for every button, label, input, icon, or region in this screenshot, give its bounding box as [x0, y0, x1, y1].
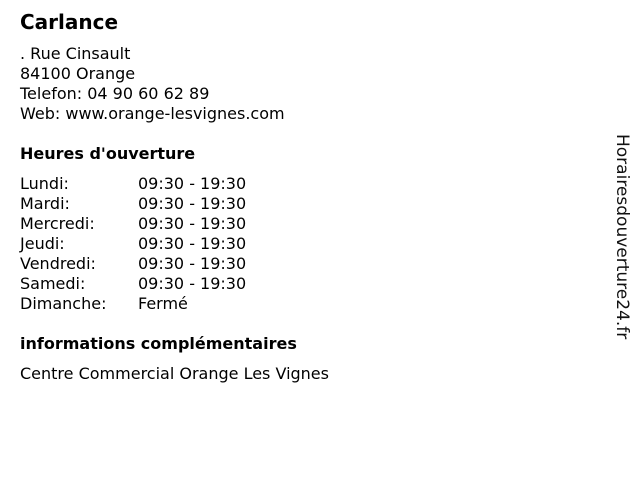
day-label: Mercredi:: [20, 214, 95, 233]
address-block: [20, 44, 285, 124]
hours-row-tuesday: [20, 194, 246, 214]
hours-row-thursday: [20, 234, 246, 254]
hours-row-monday: [20, 174, 246, 194]
site-watermark: Horairesdouverture24.fr: [612, 134, 632, 340]
opening-hours-table: [20, 174, 246, 314]
city-postcode: 84100 Orange: [20, 64, 136, 83]
hours-row-wednesday: [20, 214, 246, 234]
day-label: Samedi:: [20, 274, 86, 293]
additional-info-heading: informations complémentaires: [20, 334, 297, 353]
day-label: Dimanche:: [20, 294, 107, 313]
hours-row-sunday: [20, 294, 246, 314]
phone-number: Telefon: 04 90 60 62 89: [20, 84, 210, 103]
time-value: 09:30 - 19:30: [138, 254, 247, 273]
time-value: 09:30 - 19:30: [138, 194, 247, 213]
time-value: Fermé: [138, 294, 188, 313]
day-label: Vendredi:: [20, 254, 96, 273]
time-value: 09:30 - 19:30: [138, 274, 247, 293]
time-value: 09:30 - 19:30: [138, 234, 247, 253]
time-value: 09:30 - 19:30: [138, 174, 247, 193]
hours-row-friday: [20, 254, 246, 274]
street-address: . Rue Cinsault: [20, 44, 131, 63]
day-label: Mardi:: [20, 194, 70, 213]
hours-row-saturday: [20, 274, 246, 294]
additional-info-text: Centre Commercial Orange Les Vignes: [20, 364, 329, 383]
opening-hours-heading: Heures d'ouverture: [20, 144, 196, 163]
store-name: Carlance: [20, 10, 119, 34]
website: Web: www.orange-lesvignes.com: [20, 104, 285, 123]
day-label: Lundi:: [20, 174, 69, 193]
day-label: Jeudi:: [20, 234, 65, 253]
time-value: 09:30 - 19:30: [138, 214, 247, 233]
